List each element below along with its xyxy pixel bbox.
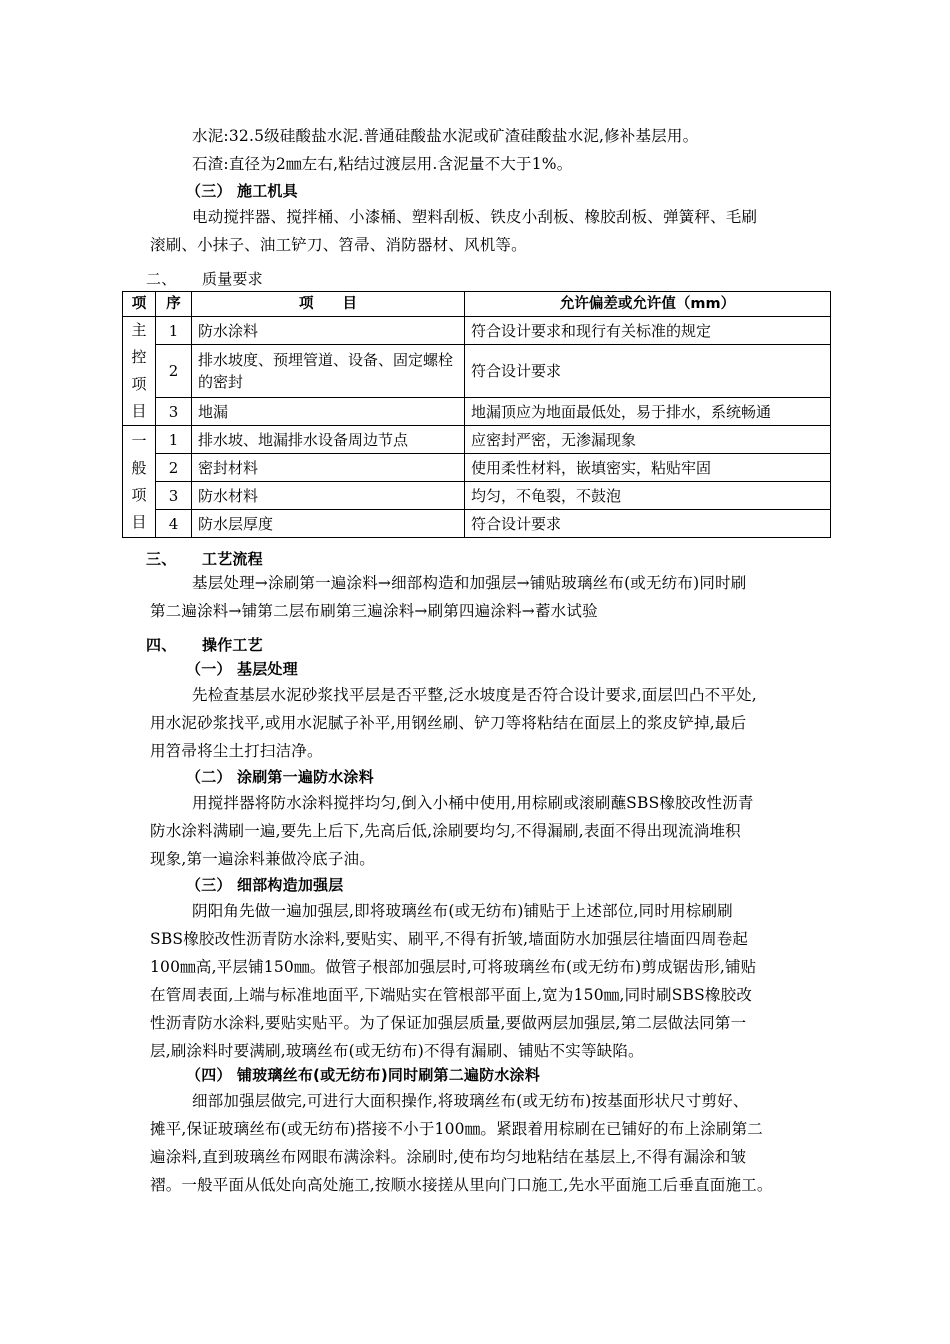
section-4-heading bbox=[146, 635, 826, 655]
row-value: 应密封严密，无渗漏现象 bbox=[465, 426, 831, 454]
material-gravel: 石渣:直径为2㎜左右,粘结过渡层用.含泥量不大于1%。 bbox=[192, 155, 573, 173]
header-category: 项 bbox=[123, 292, 156, 317]
table-row bbox=[123, 510, 831, 538]
row-value: 符合设计要求 bbox=[465, 510, 831, 538]
section-4-number: 四、 bbox=[146, 636, 177, 654]
process-line-1: 基层处理→涂刷第一遍涂料→细部构造和加强层→铺贴玻璃丝布(或无纺布)同时刷 bbox=[192, 574, 747, 592]
row-item: 排水坡度、预埋管道、设备、固定螺栓的密封 bbox=[192, 345, 465, 398]
tools-heading: （三） 施工机具 bbox=[186, 182, 298, 200]
section-2-heading bbox=[146, 269, 826, 289]
header-item: 项 目 bbox=[192, 292, 465, 317]
tools-line-2: 滚刷、小抹子、油工铲刀、笤帚、消防器材、风机等。 bbox=[150, 236, 527, 254]
header-allowance: 允许偏差或允许值（mm） bbox=[465, 292, 831, 317]
paragraph-line: 遍涂料,直到玻璃丝布网眼布满涂料。涂刷时,使布均匀地粘结在基层上,不得有漏涂和皱 bbox=[150, 1148, 747, 1166]
row-value: 地漏顶应为地面最低处，易于排水，系统畅通 bbox=[465, 398, 831, 426]
table-row bbox=[123, 482, 831, 510]
table-row bbox=[123, 398, 831, 426]
row-value: 符合设计要求 bbox=[465, 345, 831, 398]
table-row bbox=[123, 345, 831, 398]
category-general: 一 般 项 目 bbox=[123, 426, 156, 538]
row-item: 排水坡、地漏排水设备周边节点 bbox=[192, 426, 465, 454]
subsection-1-heading: （一） 基层处理 bbox=[186, 660, 298, 678]
paragraph-line: 先检查基层水泥砂浆找平层是否平整,泛水坡度是否符合设计要求,面层凹凸不平处, bbox=[192, 686, 757, 704]
table-row bbox=[123, 426, 831, 454]
section-3-title: 工艺流程 bbox=[202, 550, 263, 568]
row-value: 均匀，不龟裂，不鼓泡 bbox=[465, 482, 831, 510]
paragraph-line: SBS橡胶改性沥青防水涂料,要贴实、刷平,不得有折皱,墙面防水加强层往墙面四周卷起 bbox=[150, 930, 749, 948]
row-number: 1 bbox=[156, 317, 192, 345]
section-2-title: 质量要求 bbox=[202, 270, 263, 288]
tools-line-1: 电动搅拌器、搅拌桶、小漆桶、塑料刮板、铁皮小刮板、橡胶刮板、弹簧秤、毛刷 bbox=[192, 208, 758, 226]
row-number: 2 bbox=[156, 345, 192, 398]
row-item: 地漏 bbox=[192, 398, 465, 426]
subsection-2-heading: （二） 涂刷第一遍防水涂料 bbox=[186, 768, 374, 786]
table-row bbox=[123, 317, 831, 345]
paragraph-line: 现象,第一遍涂料兼做冷底子油。 bbox=[150, 850, 375, 868]
paragraph-line: 阴阳角先做一遍加强层,即将玻璃丝布(或无纺布)铺贴于上述部位,同时用棕刷刷 bbox=[192, 902, 733, 920]
header-number: 序 bbox=[156, 292, 192, 317]
row-number: 4 bbox=[156, 510, 192, 538]
row-item: 防水涂料 bbox=[192, 317, 465, 345]
material-cement: 水泥:32.5级硅酸盐水泥.普通硅酸盐水泥或矿渣硅酸盐水泥,修补基层用。 bbox=[192, 127, 699, 145]
paragraph-line: 在管周表面,上端与标准地面平,下端贴实在管根部平面上,宽为150㎜,同时刷SBS橡胶改 bbox=[150, 986, 753, 1004]
row-number: 3 bbox=[156, 482, 192, 510]
row-value: 符合设计要求和现行有关标准的规定 bbox=[465, 317, 831, 345]
category-main-control: 主 控 项 目 bbox=[123, 317, 156, 426]
row-item: 防水层厚度 bbox=[192, 510, 465, 538]
row-number: 1 bbox=[156, 426, 192, 454]
quality-table bbox=[122, 291, 831, 538]
row-value: 使用柔性材料，嵌填密实，粘贴牢固 bbox=[465, 454, 831, 482]
section-2-number: 二、 bbox=[146, 270, 177, 288]
section-4-title: 操作工艺 bbox=[202, 636, 263, 654]
table-header-row bbox=[123, 292, 831, 317]
subsection-4-heading: （四） 铺玻璃丝布(或无纺布)同时刷第二遍防水涂料 bbox=[186, 1066, 540, 1084]
row-item: 密封材料 bbox=[192, 454, 465, 482]
paragraph-line: 用搅拌器将防水涂料搅拌均匀,倒入小桶中使用,用棕刷或滚刷蘸SBS橡胶改性沥青 bbox=[192, 794, 754, 812]
table-row bbox=[123, 454, 831, 482]
paragraph-line: 细部加强层做完,可进行大面积操作,将玻璃丝布(或无纺布)按基面形状尺寸剪好、 bbox=[192, 1092, 749, 1110]
process-line-2: 第二遍涂料→铺第二层布刷第三遍涂料→刷第四遍涂料→蓄水试验 bbox=[150, 602, 598, 620]
paragraph-line: 防水涂料满刷一遍,要先上后下,先高后低,涂刷要均匀,不得漏刷,表面不得出现流淌堆积 bbox=[150, 822, 741, 840]
paragraph-line: 褶。一般平面从低处向高处施工,按顺水接搓从里向门口施工,先水平面施工后垂直面施工。 bbox=[150, 1176, 773, 1194]
paragraph-line: 性沥青防水涂料,要贴实贴平。为了保证加强层质量,要做两层加强层,第二层做法同第一 bbox=[150, 1014, 747, 1032]
paragraph-line: 摊平,保证玻璃丝布(或无纺布)搭接不小于100㎜。紧跟着用棕刷在已铺好的布上涂刷第二 bbox=[150, 1120, 764, 1138]
paragraph-line: 用水泥砂浆找平,或用水泥腻子补平,用钢丝刷、铲刀等将粘结在面层上的浆皮铲掉,最后 bbox=[150, 714, 747, 732]
row-number: 2 bbox=[156, 454, 192, 482]
row-number: 3 bbox=[156, 398, 192, 426]
subsection-3-heading: （三） 细部构造加强层 bbox=[186, 876, 344, 894]
section-3-number: 三、 bbox=[146, 550, 177, 568]
section-3-heading bbox=[146, 549, 826, 569]
paragraph-line: 层,刷涂料时要满刷,玻璃丝布(或无纺布)不得有漏刷、铺贴不实等缺陷。 bbox=[150, 1042, 644, 1060]
paragraph-line: 100㎜高,平层铺150㎜。做管子根部加强层时,可将玻璃丝布(或无纺布)剪成锯齿形,铺贴 bbox=[150, 958, 757, 976]
row-item: 防水材料 bbox=[192, 482, 465, 510]
paragraph-line: 用笤帚将尘土打扫洁净。 bbox=[150, 742, 323, 760]
